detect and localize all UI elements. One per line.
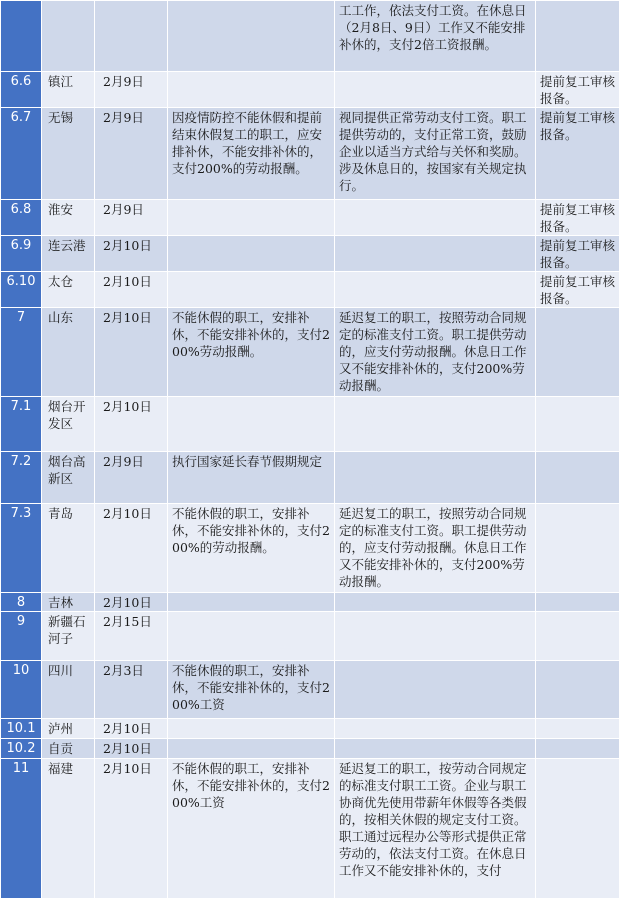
row-number: 6.10	[1, 272, 42, 308]
row-number: 6.9	[1, 236, 42, 272]
table-row	[1, 661, 619, 719]
wage-policy-cell	[335, 236, 536, 272]
resume-date: 2月15日	[95, 612, 168, 661]
region-name	[42, 1, 95, 72]
wage-policy-cell: 延迟复工的职工，按照劳动合同规定的标准支付工资。职工提供劳动的，应支付劳动报酬。休息日工作又不能安排补休的，支付200%劳动报酬。	[335, 504, 536, 593]
row-number: 7.2	[1, 452, 42, 504]
leave-policy-cell	[168, 612, 335, 661]
region-name: 太仓	[42, 272, 95, 308]
filing-requirement-cell: 提前复工审核报备。	[536, 236, 619, 272]
resume-date: 2月3日	[95, 661, 168, 719]
region-name: 无锡	[42, 108, 95, 200]
resume-date: 2月10日	[95, 504, 168, 593]
row-number: 6.8	[1, 200, 42, 236]
filing-requirement-cell: 提前复工审核报备。	[536, 272, 619, 308]
filing-requirement-cell	[536, 612, 619, 661]
row-number: 6.7	[1, 108, 42, 200]
region-name: 连云港	[42, 236, 95, 272]
row-number: 7	[1, 308, 42, 397]
wage-policy-cell	[335, 272, 536, 308]
resume-date: 2月10日	[95, 272, 168, 308]
policy-table-body	[1, 1, 619, 899]
resume-date: 2月10日	[95, 308, 168, 397]
wage-policy-cell	[335, 452, 536, 504]
region-name: 镇江	[42, 72, 95, 108]
region-name: 吉林	[42, 593, 95, 612]
table-row	[1, 593, 619, 612]
wage-policy-cell: 延迟复工的职工，按劳动合同规定的标准支付职工工资。企业与职工协商优先使用带薪年休假等各类假的，按相关休假的规定支付工资。职工通过远程办公等形式提供正常劳动的，依法支付工资。在休息日工作又不能安排补休的，支付	[335, 759, 536, 899]
resume-date: 2月9日	[95, 108, 168, 200]
region-name: 福建	[42, 759, 95, 899]
filing-requirement-cell	[536, 1, 619, 72]
wage-policy-cell	[335, 612, 536, 661]
region-name: 烟台开发区	[42, 397, 95, 452]
row-number: 6.6	[1, 72, 42, 108]
wage-policy-cell	[335, 661, 536, 719]
table-row	[1, 72, 619, 108]
row-number	[1, 1, 42, 72]
resume-date: 2月9日	[95, 200, 168, 236]
leave-policy-cell	[168, 593, 335, 612]
leave-policy-cell	[168, 1, 335, 72]
filing-requirement-cell	[536, 452, 619, 504]
resume-date: 2月9日	[95, 452, 168, 504]
wage-policy-cell	[335, 397, 536, 452]
region-name: 淮安	[42, 200, 95, 236]
leave-policy-cell	[168, 719, 335, 739]
wage-policy-cell	[335, 739, 536, 759]
row-number: 7.3	[1, 504, 42, 593]
resume-date: 2月10日	[95, 397, 168, 452]
wage-policy-cell	[335, 200, 536, 236]
filing-requirement-cell: 提前复工审核报备。	[536, 72, 619, 108]
row-number: 8	[1, 593, 42, 612]
table-row	[1, 272, 619, 308]
table-row	[1, 719, 619, 739]
filing-requirement-cell	[536, 739, 619, 759]
resume-date: 2月9日	[95, 72, 168, 108]
row-number: 11	[1, 759, 42, 899]
leave-policy-cell: 不能休假的职工，安排补休，不能安排补休的，支付200%的劳动报酬。	[168, 504, 335, 593]
wage-policy-cell	[335, 719, 536, 739]
table-row	[1, 452, 619, 504]
wage-policy-cell: 工工作，依法支付工资。在休息日（2月8日、9日）工作又不能安排补休的，支付2倍工资报酬。	[335, 1, 536, 72]
table-row	[1, 1, 619, 72]
filing-requirement-cell	[536, 397, 619, 452]
table-row	[1, 397, 619, 452]
wage-policy-cell: 延迟复工的职工，按照劳动合同规定的标准支付工资。职工提供劳动的，应支付劳动报酬。休息日工作又不能安排补休的，支付200%劳动报酬。	[335, 308, 536, 397]
leave-policy-cell	[168, 72, 335, 108]
resume-date	[95, 1, 168, 72]
leave-policy-cell: 执行国家延长春节假期规定	[168, 452, 335, 504]
leave-policy-cell	[168, 397, 335, 452]
filing-requirement-cell: 提前复工审核报备。	[536, 108, 619, 200]
wage-policy-cell	[335, 72, 536, 108]
resume-date: 2月10日	[95, 739, 168, 759]
table-row	[1, 504, 619, 593]
row-number: 10.2	[1, 739, 42, 759]
row-number: 9	[1, 612, 42, 661]
resume-date: 2月10日	[95, 719, 168, 739]
filing-requirement-cell	[536, 719, 619, 739]
leave-policy-cell	[168, 236, 335, 272]
leave-policy-cell: 不能休假的职工，安排补休，不能安排补休的，支付200%工资	[168, 759, 335, 899]
region-name: 新疆石河子	[42, 612, 95, 661]
leave-policy-cell	[168, 200, 335, 236]
leave-policy-cell: 不能休假的职工，安排补休，不能安排补休的，支付200%劳动报酬。	[168, 308, 335, 397]
wage-policy-cell	[335, 593, 536, 612]
filing-requirement-cell	[536, 308, 619, 397]
row-number: 10.1	[1, 719, 42, 739]
leave-policy-cell	[168, 739, 335, 759]
region-name: 山东	[42, 308, 95, 397]
region-name: 自贡	[42, 739, 95, 759]
row-number: 7.1	[1, 397, 42, 452]
leave-policy-cell	[168, 272, 335, 308]
table-row	[1, 200, 619, 236]
resume-date: 2月10日	[95, 236, 168, 272]
table-row	[1, 612, 619, 661]
resume-date: 2月10日	[95, 759, 168, 899]
filing-requirement-cell	[536, 593, 619, 612]
region-name: 青岛	[42, 504, 95, 593]
table-row	[1, 308, 619, 397]
table-row	[1, 236, 619, 272]
region-name: 四川	[42, 661, 95, 719]
filing-requirement-cell: 提前复工审核报备。	[536, 200, 619, 236]
leave-policy-cell: 不能休假的职工，安排补休，不能安排补休的，支付200%工资	[168, 661, 335, 719]
region-name: 泸州	[42, 719, 95, 739]
table-row	[1, 108, 619, 200]
filing-requirement-cell	[536, 759, 619, 899]
row-number: 10	[1, 661, 42, 719]
table-row	[1, 759, 619, 899]
region-name: 烟台高新区	[42, 452, 95, 504]
filing-requirement-cell	[536, 661, 619, 719]
resume-date: 2月10日	[95, 593, 168, 612]
filing-requirement-cell	[536, 504, 619, 593]
table-row	[1, 739, 619, 759]
wage-policy-cell: 视同提供正常劳动支付工资。职工提供劳动的，支付正常工资，鼓励企业以适当方式给与关怀和奖励。涉及休息日的，按国家有关规定执行。	[335, 108, 536, 200]
leave-policy-cell: 因疫情防控不能休假和提前结束休假复工的职工，应安排补休，不能安排补休的，支付200%的劳动报酬。	[168, 108, 335, 200]
